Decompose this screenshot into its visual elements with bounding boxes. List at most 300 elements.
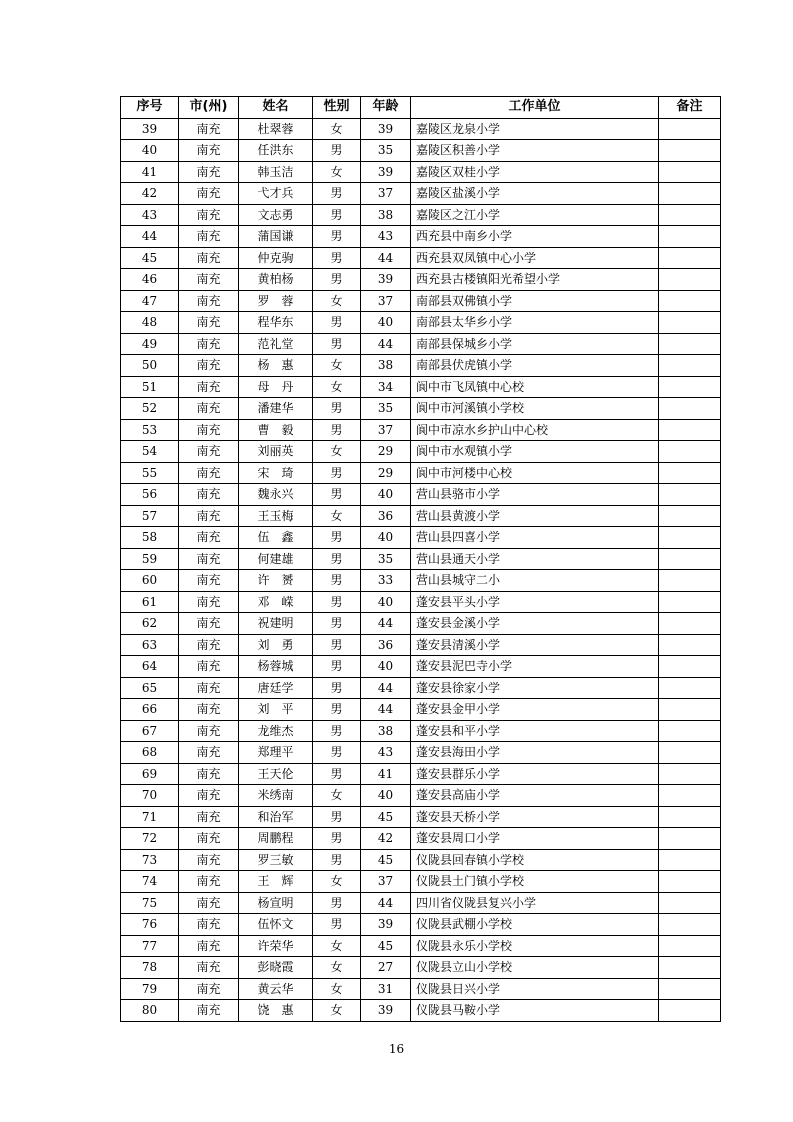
cell-gender: 女 [313,161,361,183]
cell-remarks [659,290,721,312]
cell-name: 杨宣明 [239,892,313,914]
cell-name: 和治军 [239,806,313,828]
cell-gender: 男 [313,333,361,355]
cell-name: 伍 鑫 [239,527,313,549]
cell-gender: 男 [313,828,361,850]
cell-name: 弋才兵 [239,183,313,205]
cell-gender: 女 [313,935,361,957]
cell-name: 许 赟 [239,570,313,592]
cell-work-unit: 蓬安县群乐小学 [411,763,659,785]
cell-remarks [659,161,721,183]
cell-remarks [659,785,721,807]
cell-work-unit: 仪陇县武棚小学校 [411,914,659,936]
cell-remarks [659,849,721,871]
table-row [121,505,721,527]
cell-index: 73 [121,849,179,871]
table-row [121,849,721,871]
cell-index: 64 [121,656,179,678]
cell-index: 67 [121,720,179,742]
cell-gender: 男 [313,570,361,592]
cell-age: 44 [361,333,411,355]
cell-remarks [659,140,721,162]
table-row [121,677,721,699]
cell-index: 69 [121,763,179,785]
header-gender: 性别 [313,97,361,119]
cell-work-unit: 南部县伏虎镇小学 [411,355,659,377]
cell-gender: 女 [313,118,361,140]
cell-name: 杨 惠 [239,355,313,377]
cell-age: 34 [361,376,411,398]
cell-index: 74 [121,871,179,893]
cell-index: 39 [121,118,179,140]
cell-work-unit: 仪陇县回春镇小学校 [411,849,659,871]
cell-work-unit: 蓬安县周口小学 [411,828,659,850]
cell-work-unit: 蓬安县徐家小学 [411,677,659,699]
cell-remarks [659,269,721,291]
cell-age: 38 [361,204,411,226]
cell-work-unit: 仪陇县日兴小学 [411,978,659,1000]
cell-name: 韩玉洁 [239,161,313,183]
cell-index: 68 [121,742,179,764]
cell-name: 刘 勇 [239,634,313,656]
cell-age: 44 [361,699,411,721]
cell-index: 71 [121,806,179,828]
table-body [121,118,721,1021]
cell-work-unit: 营山县四喜小学 [411,527,659,549]
cell-city: 南充 [179,978,239,1000]
cell-name: 王天伦 [239,763,313,785]
cell-name: 任洪东 [239,140,313,162]
cell-age: 37 [361,419,411,441]
cell-age: 44 [361,677,411,699]
page-number: 16 [388,1042,405,1056]
cell-work-unit: 南部县太华乡小学 [411,312,659,334]
cell-city: 南充 [179,505,239,527]
cell-work-unit: 南部县双佛镇小学 [411,290,659,312]
cell-name: 杜翠蓉 [239,118,313,140]
cell-name: 邓 嵘 [239,591,313,613]
table-row [121,828,721,850]
cell-city: 南充 [179,204,239,226]
cell-city: 南充 [179,570,239,592]
cell-gender: 男 [313,613,361,635]
cell-remarks [659,419,721,441]
cell-age: 40 [361,527,411,549]
cell-index: 63 [121,634,179,656]
cell-name: 杨蓉城 [239,656,313,678]
cell-remarks [659,333,721,355]
table-row [121,806,721,828]
cell-index: 44 [121,226,179,248]
table-row [121,312,721,334]
cell-remarks [659,914,721,936]
cell-city: 南充 [179,140,239,162]
table-row [121,871,721,893]
cell-index: 57 [121,505,179,527]
cell-remarks [659,118,721,140]
cell-city: 南充 [179,935,239,957]
header-index: 序号 [121,97,179,119]
cell-city: 南充 [179,312,239,334]
cell-city: 南充 [179,763,239,785]
cell-city: 南充 [179,785,239,807]
cell-age: 44 [361,892,411,914]
cell-index: 46 [121,269,179,291]
cell-remarks [659,183,721,205]
cell-city: 南充 [179,1000,239,1022]
cell-remarks [659,591,721,613]
table-row [121,914,721,936]
cell-city: 南充 [179,699,239,721]
table-row [121,763,721,785]
cell-index: 59 [121,548,179,570]
table-row [121,462,721,484]
table-row [121,613,721,635]
cell-age: 39 [361,914,411,936]
cell-index: 48 [121,312,179,334]
cell-age: 44 [361,247,411,269]
cell-gender: 男 [313,247,361,269]
cell-name: 唐廷学 [239,677,313,699]
cell-remarks [659,613,721,635]
cell-work-unit: 嘉陵区之江小学 [411,204,659,226]
cell-age: 33 [361,570,411,592]
cell-work-unit: 蓬安县金甲小学 [411,699,659,721]
table-row [121,527,721,549]
cell-age: 40 [361,484,411,506]
table-row [121,484,721,506]
cell-city: 南充 [179,957,239,979]
cell-work-unit: 蓬安县金溪小学 [411,613,659,635]
cell-age: 39 [361,1000,411,1022]
cell-name: 范礼堂 [239,333,313,355]
table-row [121,957,721,979]
cell-city: 南充 [179,118,239,140]
cell-name: 米绣南 [239,785,313,807]
cell-age: 31 [361,978,411,1000]
cell-index: 65 [121,677,179,699]
cell-gender: 男 [313,720,361,742]
cell-gender: 男 [313,419,361,441]
cell-city: 南充 [179,548,239,570]
cell-index: 40 [121,140,179,162]
cell-remarks [659,699,721,721]
cell-age: 38 [361,355,411,377]
cell-gender: 女 [313,1000,361,1022]
cell-remarks [659,634,721,656]
cell-index: 77 [121,935,179,957]
cell-gender: 男 [313,634,361,656]
cell-remarks [659,871,721,893]
cell-name: 王玉梅 [239,505,313,527]
cell-city: 南充 [179,613,239,635]
table-row [121,1000,721,1022]
cell-city: 南充 [179,462,239,484]
cell-city: 南充 [179,376,239,398]
table-row [121,290,721,312]
cell-name: 何建雄 [239,548,313,570]
cell-gender: 男 [313,269,361,291]
cell-index: 50 [121,355,179,377]
cell-remarks [659,828,721,850]
cell-age: 36 [361,634,411,656]
table-row [121,978,721,1000]
cell-name: 彭晓霞 [239,957,313,979]
cell-remarks [659,892,721,914]
cell-name: 魏永兴 [239,484,313,506]
cell-age: 35 [361,548,411,570]
cell-remarks [659,1000,721,1022]
table-row [121,591,721,613]
cell-gender: 男 [313,527,361,549]
cell-city: 南充 [179,720,239,742]
cell-index: 54 [121,441,179,463]
cell-work-unit: 仪陇县土门镇小学校 [411,871,659,893]
cell-city: 南充 [179,161,239,183]
cell-gender: 男 [313,591,361,613]
cell-gender: 男 [313,914,361,936]
cell-age: 44 [361,613,411,635]
cell-name: 龙维杰 [239,720,313,742]
table-row [121,742,721,764]
cell-work-unit: 西充县双凤镇中心小学 [411,247,659,269]
table-row [121,183,721,205]
cell-index: 70 [121,785,179,807]
table-row [121,398,721,420]
cell-name: 黄云华 [239,978,313,1000]
cell-name: 王 辉 [239,871,313,893]
cell-remarks [659,484,721,506]
cell-work-unit: 西充县古楼镇阳光希望小学 [411,269,659,291]
cell-city: 南充 [179,871,239,893]
cell-work-unit: 蓬安县平头小学 [411,591,659,613]
cell-work-unit: 蓬安县泥巴寺小学 [411,656,659,678]
cell-city: 南充 [179,806,239,828]
cell-index: 72 [121,828,179,850]
cell-index: 49 [121,333,179,355]
table-row [121,548,721,570]
cell-remarks [659,720,721,742]
table-row [121,226,721,248]
cell-name: 母 丹 [239,376,313,398]
cell-age: 45 [361,806,411,828]
cell-city: 南充 [179,914,239,936]
cell-age: 38 [361,720,411,742]
cell-remarks [659,742,721,764]
table-header-row [121,97,721,119]
cell-age: 39 [361,118,411,140]
cell-work-unit: 阆中市凉水乡护山中心校 [411,419,659,441]
cell-remarks [659,527,721,549]
cell-age: 36 [361,505,411,527]
cell-index: 75 [121,892,179,914]
cell-remarks [659,806,721,828]
cell-remarks [659,677,721,699]
cell-name: 蒲国谦 [239,226,313,248]
cell-index: 51 [121,376,179,398]
table-row [121,634,721,656]
cell-name: 饶 惠 [239,1000,313,1022]
cell-city: 南充 [179,419,239,441]
cell-work-unit: 营山县城守二小 [411,570,659,592]
header-name: 姓名 [239,97,313,119]
cell-age: 40 [361,656,411,678]
cell-name: 仲克驹 [239,247,313,269]
cell-gender: 女 [313,785,361,807]
cell-city: 南充 [179,441,239,463]
cell-gender: 男 [313,742,361,764]
header-age: 年龄 [361,97,411,119]
cell-gender: 男 [313,806,361,828]
cell-age: 37 [361,290,411,312]
cell-age: 39 [361,161,411,183]
table-row [121,720,721,742]
cell-index: 66 [121,699,179,721]
cell-work-unit: 营山县通天小学 [411,548,659,570]
cell-index: 80 [121,1000,179,1022]
cell-gender: 女 [313,355,361,377]
table-row [121,140,721,162]
cell-gender: 女 [313,376,361,398]
cell-index: 52 [121,398,179,420]
cell-gender: 女 [313,957,361,979]
cell-age: 41 [361,763,411,785]
cell-index: 45 [121,247,179,269]
cell-name: 文志勇 [239,204,313,226]
cell-gender: 男 [313,656,361,678]
cell-remarks [659,247,721,269]
cell-remarks [659,656,721,678]
table-row [121,161,721,183]
cell-name: 刘丽英 [239,441,313,463]
cell-city: 南充 [179,226,239,248]
cell-remarks [659,957,721,979]
cell-index: 79 [121,978,179,1000]
cell-city: 南充 [179,828,239,850]
cell-age: 43 [361,226,411,248]
cell-work-unit: 西充县中南乡小学 [411,226,659,248]
cell-work-unit: 嘉陵区积善小学 [411,140,659,162]
cell-age: 37 [361,871,411,893]
table-row [121,333,721,355]
cell-work-unit: 嘉陵区龙泉小学 [411,118,659,140]
cell-work-unit: 仪陇县永乐小学校 [411,935,659,957]
cell-work-unit: 阆中市河楼中心校 [411,462,659,484]
cell-work-unit: 阆中市河溪镇小学校 [411,398,659,420]
table-row [121,376,721,398]
cell-age: 40 [361,312,411,334]
cell-name: 罗 蓉 [239,290,313,312]
cell-age: 40 [361,591,411,613]
cell-name: 刘 平 [239,699,313,721]
cell-work-unit: 蓬安县和平小学 [411,720,659,742]
cell-work-unit: 营山县骆市小学 [411,484,659,506]
table-row [121,355,721,377]
cell-index: 55 [121,462,179,484]
cell-city: 南充 [179,183,239,205]
table-row [121,656,721,678]
cell-gender: 男 [313,312,361,334]
cell-city: 南充 [179,290,239,312]
cell-name: 伍怀文 [239,914,313,936]
cell-city: 南充 [179,849,239,871]
cell-age: 40 [361,785,411,807]
cell-city: 南充 [179,333,239,355]
cell-work-unit: 蓬安县清溪小学 [411,634,659,656]
cell-work-unit: 蓬安县海田小学 [411,742,659,764]
personnel-table [120,96,721,1022]
cell-age: 45 [361,935,411,957]
cell-city: 南充 [179,247,239,269]
cell-gender: 女 [313,978,361,1000]
cell-index: 53 [121,419,179,441]
cell-gender: 男 [313,183,361,205]
cell-work-unit: 仪陇县立山小学校 [411,957,659,979]
cell-name: 程华东 [239,312,313,334]
cell-gender: 男 [313,484,361,506]
cell-age: 37 [361,183,411,205]
cell-gender: 女 [313,871,361,893]
cell-age: 39 [361,269,411,291]
cell-work-unit: 蓬安县高庙小学 [411,785,659,807]
cell-work-unit: 四川省仪陇县复兴小学 [411,892,659,914]
cell-gender: 男 [313,892,361,914]
cell-city: 南充 [179,656,239,678]
table-row [121,785,721,807]
cell-city: 南充 [179,742,239,764]
cell-age: 27 [361,957,411,979]
cell-gender: 女 [313,505,361,527]
cell-city: 南充 [179,527,239,549]
cell-gender: 男 [313,677,361,699]
header-city: 市(州) [179,97,239,119]
table-row [121,441,721,463]
cell-index: 61 [121,591,179,613]
cell-city: 南充 [179,892,239,914]
cell-name: 许荣华 [239,935,313,957]
cell-city: 南充 [179,269,239,291]
cell-age: 35 [361,140,411,162]
table-row [121,204,721,226]
cell-gender: 男 [313,398,361,420]
cell-work-unit: 南部县保城乡小学 [411,333,659,355]
cell-remarks [659,462,721,484]
cell-index: 62 [121,613,179,635]
cell-index: 56 [121,484,179,506]
cell-gender: 男 [313,763,361,785]
cell-city: 南充 [179,398,239,420]
table-row [121,570,721,592]
cell-name: 宋 琦 [239,462,313,484]
cell-index: 76 [121,914,179,936]
cell-work-unit: 仪陇县马鞍小学 [411,1000,659,1022]
cell-remarks [659,548,721,570]
cell-name: 黄柏杨 [239,269,313,291]
cell-remarks [659,398,721,420]
cell-work-unit: 营山县黄渡小学 [411,505,659,527]
cell-remarks [659,226,721,248]
cell-remarks [659,355,721,377]
cell-work-unit: 阆中市水观镇小学 [411,441,659,463]
cell-name: 祝建明 [239,613,313,635]
cell-age: 42 [361,828,411,850]
cell-gender: 男 [313,849,361,871]
cell-work-unit: 阆中市飞凤镇中心校 [411,376,659,398]
cell-remarks [659,204,721,226]
cell-city: 南充 [179,355,239,377]
cell-age: 29 [361,441,411,463]
cell-index: 58 [121,527,179,549]
